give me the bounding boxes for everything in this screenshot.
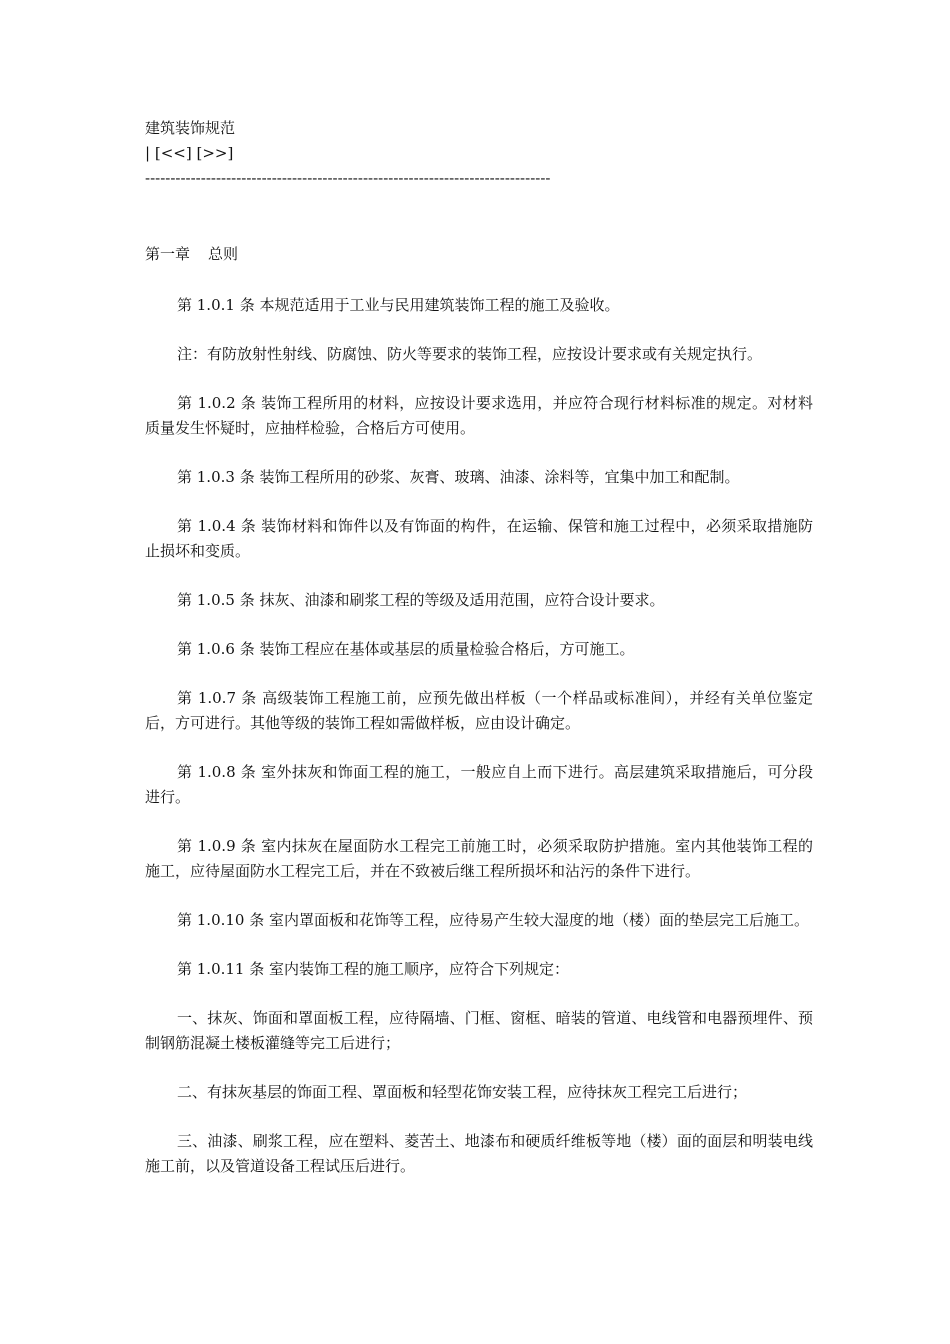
article-1-0-7: 第 1.0.7 条 高级装饰工程施工前，应预先做出样板（一个样品或标准间），并经有关单位鉴定后，方可进行。其他等级的装饰工程如需做样板，应由设计确定。 [145,689,813,732]
document-page [145,116,813,1179]
article-1-0-10: 第 1.0.10 条 室内罩面板和花饰等工程，应待易产生较大湿度的地（楼）面的垫层完工后施工。 [177,911,810,929]
article-1-0-5: 第 1.0.5 条 抹灰、油漆和刷浆工程的等级及适用范围，应符合设计要求。 [177,591,665,609]
article-1-0-9: 第 1.0.9 条 室内抹灰在屋面防水工程完工前施工时，必须采取防护措施。室内其他装饰工程的施工，应待屋面防水工程完工后，并在不致被后继工程所损坏和沾污的条件下进行。 [145,837,813,880]
list-item-2: 二、有抹灰基层的饰面工程、罩面板和轻型花饰安装工程，应待抹灰工程完工后进行； [177,1083,748,1101]
list-item-3: 三、油漆、刷浆工程，应在塑料、菱苦土、地漆布和硬质纤维板等地（楼）面的面层和明装电线施工前，以及管道设备工程试压后进行。 [145,1132,813,1175]
document-title: 建筑装饰规范 [145,119,236,137]
navigation-bar [145,141,813,166]
chapter-heading [145,242,813,267]
article-1-0-1: 第 1.0.1 条 本规范适用于工业与民用建筑装饰工程的施工及验收。 [177,296,620,314]
list-item-1: 一、抹灰、饰面和罩面板工程，应待隔墙、门框、窗框、暗装的管道、电线管和电器预埋件、预制钢筋混凝土楼板灌缝等完工后进行； [145,1009,813,1052]
article-1-0-3: 第 1.0.3 条 装饰工程所用的砂浆、灰膏、玻璃、油漆、涂料等，宜集中加工和配制。 [177,468,740,486]
article-1-0-8: 第 1.0.8 条 室外抹灰和饰面工程的施工，一般应自上而下进行。高层建筑采取措施后，可分段进行。 [145,763,813,806]
article-1-0-6: 第 1.0.6 条 装饰工程应在基体或基层的质量检验合格后，方可施工。 [177,640,635,658]
chapter-number: 第一章 [145,245,191,263]
note-paragraph: 注：有防放射性射线、防腐蚀、防火等要求的装饰工程，应按设计要求或有关规定执行。 [177,345,763,363]
article-1-0-11: 第 1.0.11 条 室内装饰工程的施工顺序，应符合下列规定： [177,960,570,978]
prev-link[interactable]: [<<] [154,144,192,162]
next-link[interactable]: [>>] [196,144,234,162]
nav-separator: | [145,144,151,162]
chapter-name: 总则 [208,245,239,263]
horizontal-divider: -------------------------------------------------------------------------------- [145,169,551,187]
article-1-0-4: 第 1.0.4 条 装饰材料和饰件以及有饰面的构件，在运输、保管和施工过程中，必须采取措施防止损坏和变质。 [145,517,813,560]
article-1-0-2: 第 1.0.2 条 装饰工程所用的材料，应按设计要求选用，并应符合现行材料标准的规定。对材料质量发生怀疑时，应抽样检验，合格后方可使用。 [145,394,813,437]
